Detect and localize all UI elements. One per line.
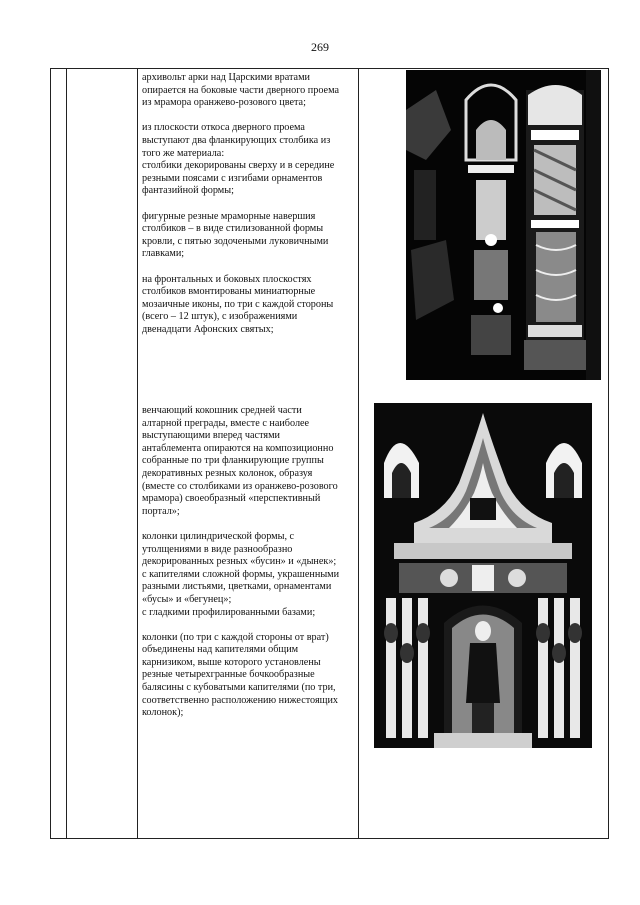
column-detail-illustration bbox=[406, 70, 601, 380]
column-divider bbox=[137, 69, 138, 838]
description-block-1 bbox=[142, 72, 352, 349]
description-block-2 bbox=[142, 405, 352, 732]
altar-portal-illustration bbox=[374, 403, 592, 748]
paragraph: венчающий кокошник средней части алтарной преграды, вместе с наиболее выступающими вперед частями антаблемента опираются на композиционно собранные по три фланкирующие группы декоративных резных колонок, образуя (вместе со столбиками из оранжево-розового мрамора) своеобразный «перспективный портал»; bbox=[142, 405, 338, 517]
paragraph: на фронтальных и боковых плоскостях столбиков вмонтированы миниатюрные мозаичные иконы, по три с каждой стороны (всего – 12 штук), с изображениями двенадцати Афонских святых; bbox=[142, 273, 334, 335]
paragraph: колонки (по три с каждой стороны от врат) объединены над капителями общим карнизиком, выше которого установлены резные четырехгранные бочкообразные балясины с кубоватыми капителями (по три, соответственно расположению нижестоящих колонок); bbox=[142, 631, 339, 719]
paragraph: архивольт арки над Царскими вратами опирается на боковые части дверного проема из мрамора оранжево-розового цвета; bbox=[142, 72, 339, 109]
paragraph: из плоскости откоса дверного проема выступают два фланкирующих столбика из того же материала: столбики декорированы сверху и в середине резными поясами с изгибами орнаментов фантазийной формы; bbox=[142, 122, 335, 197]
column-detail-photo bbox=[406, 70, 601, 380]
page-number: 269 bbox=[311, 40, 329, 54]
column-divider bbox=[66, 69, 67, 838]
paragraph: колонки цилиндрической формы, с утолщениями в виде разнообразно декорированных резных «бусин» и «дынек»; с капителями сложной формы, украшенными разными листьями, цветками, орнаментами «бусы» и «бегунец»; с гладкими профилированными базами; bbox=[142, 530, 340, 618]
altar-portal-photo bbox=[374, 403, 592, 748]
column-divider bbox=[358, 69, 359, 838]
paragraph: фигурные резные мраморные навершия столбиков – в виде стилизованной формы кровли, с пятью зодочеными луковичными главками; bbox=[142, 210, 329, 260]
